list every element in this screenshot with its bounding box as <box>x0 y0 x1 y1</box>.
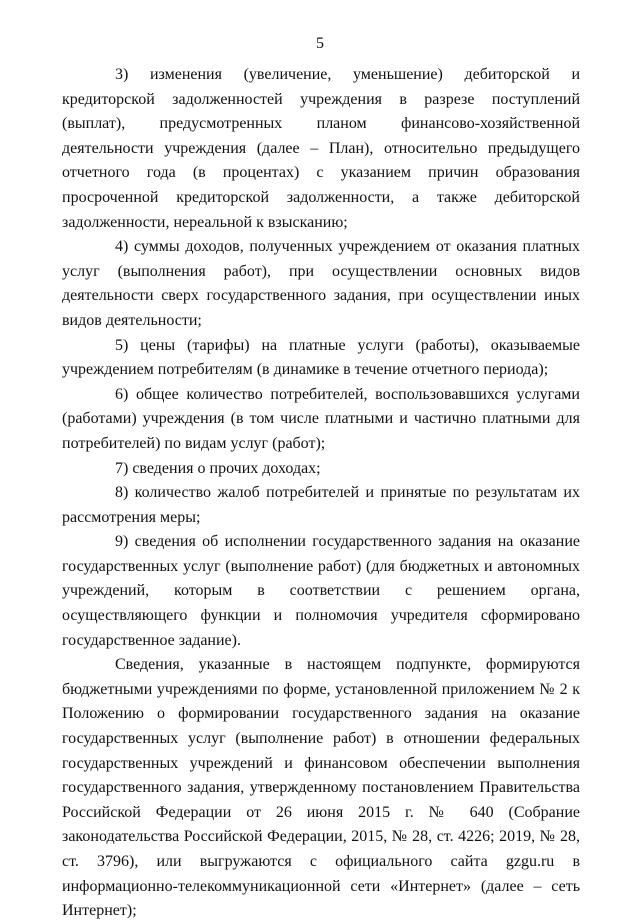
paragraph-info-form: Сведения, указанные в настоящем подпункте, формируются бюджетными учреждениями по форме, установленной приложением № 2 к Положению о формировании государственного задания на оказание государственных услуг (выполнение работ) в отношении федеральных государственных учреждений и финансовом обеспечении выполнения государственного задания, утвержденному постановлением Правительства Российской Федерации от 26 июня 2015 г. № 640 (Собрание законодательства Российской Федерации, 2015, № 28, ст. 4226; 2019, № 28, ст. 3796), или выгружаются с официального сайта gzgu.ru в информационно-телекоммуникационной сети «Интернет» (далее – сеть Интернет); <box>62 656 580 920</box>
page-number: 5 <box>316 35 324 52</box>
document-body <box>62 63 580 924</box>
paragraph-item-8: 8) количество жалоб потребителей и принятые по результатам их рассмотрения меры; <box>62 484 580 526</box>
paragraph-item-4: 4) суммы доходов, полученных учреждением от оказания платных услуг (выполнения работ), при осуществлении основных видов деятельности сверх государственного задания, при осуществлении иных видов деятельности; <box>62 238 580 329</box>
paragraph-item-7: 7) сведения о прочих доходах; <box>115 459 321 477</box>
paragraph-item-6: 6) общее количество потребителей, воспользовавшихся услугами (работами) учреждения (в том числе платными и частично платными для потребителей) по видам услуг (работ); <box>62 385 580 452</box>
paragraph-item-3: 3) изменения (увеличение, уменьшение) дебиторской и кредиторской задолженностей учреждения в разрезе поступлений (выплат), предусмотренных планом финансово-хозяйственной деятельности учреждения (далее – План), относительно предыдущего отчетного года (в процентах) с указанием причин образования просроченной кредиторской задолженности, а также дебиторской задолженности, нереальной к взысканию; <box>62 66 580 231</box>
paragraph-item-5: 5) цены (тарифы) на платные услуги (работы), оказываемые учреждением потребителям (в динамике в течение отчетного периода); <box>62 336 580 379</box>
paragraph-item-9: 9) сведения об исполнении государственного задания на оказание государственных услуг (выполнение работ) (для бюджетных и автономных учреждений, которым в соответствии с решением органа, осуществляющего функции и полномочия учредителя сформировано государственное задание). <box>62 533 580 649</box>
